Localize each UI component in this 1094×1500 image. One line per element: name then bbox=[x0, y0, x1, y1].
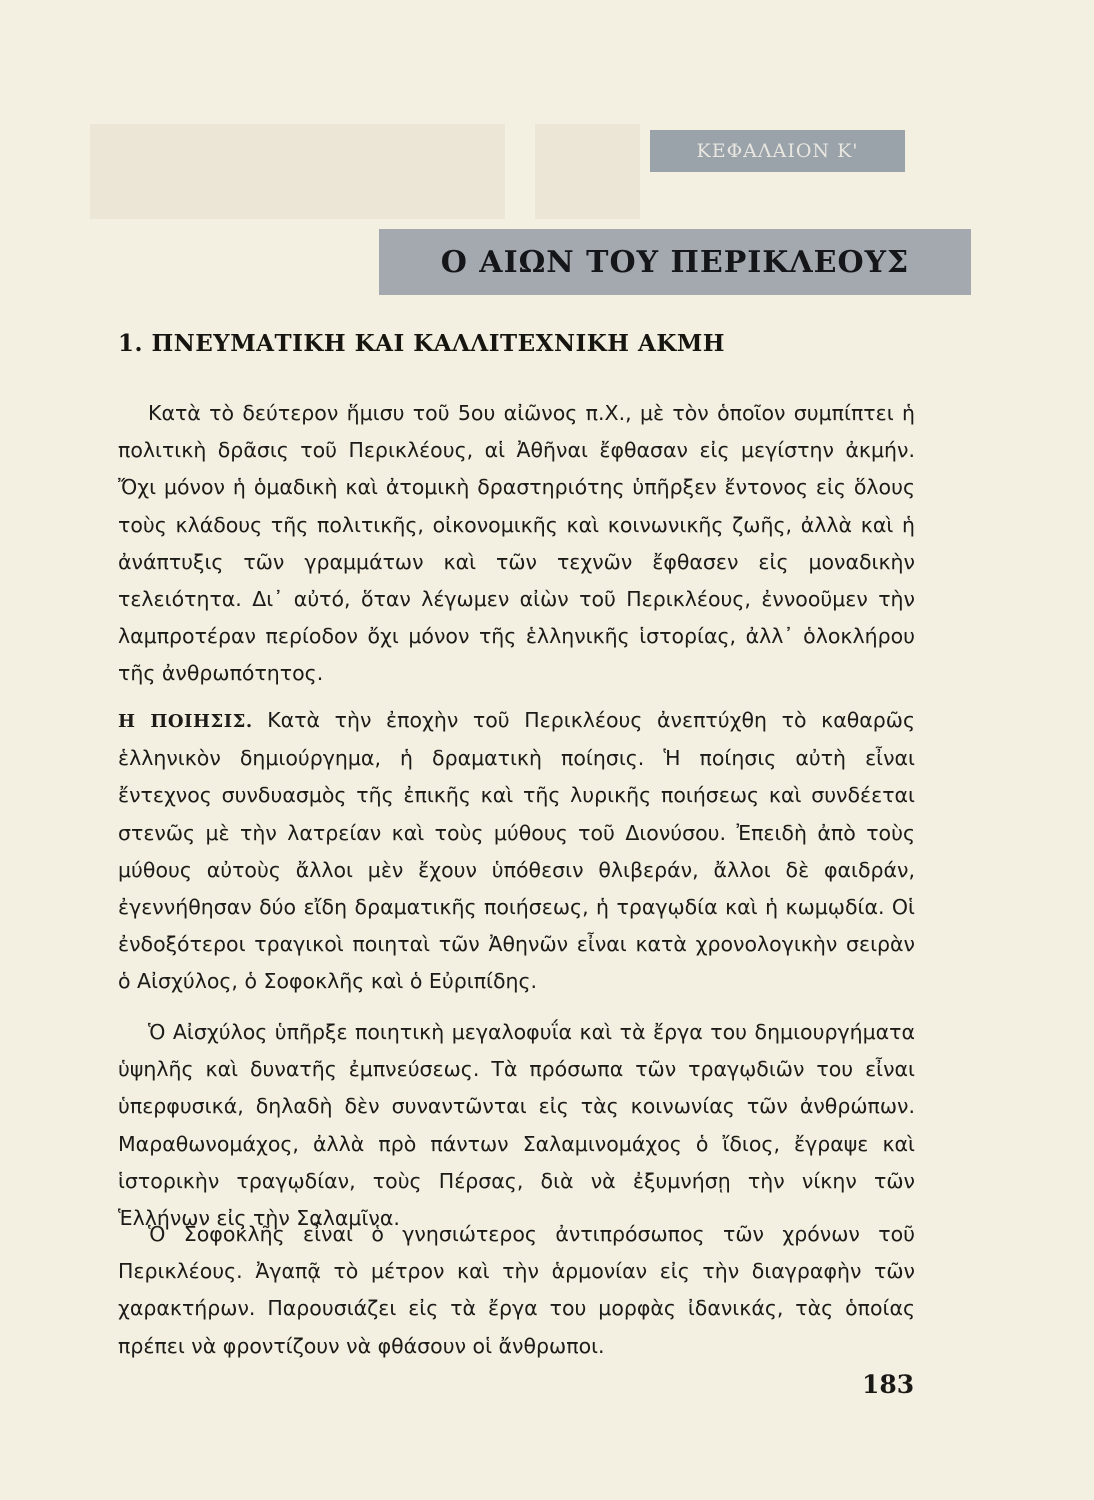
paragraph-4: Ὁ Σοφοκλῆς εἶναι ὁ γνησιώτερος ἀντιπρόσωπος τῶν χρόνων τοῦ Περικλέους. Ἀγαπᾷ τὸ μέτρον καὶ τὴν ἁρμονίαν εἰς τὴν διαγραφὴν τῶν χαρακτήρων. Παρουσιάζει εἰς τὰ ἔργα του μορφὰς ἰδανικάς, τὰς ὁποίας πρέπει νὰ φροντίζουν νὰ φθάσουν οἱ ἄνθρωποι. bbox=[118, 1222, 915, 1358]
paragraph-3: Ὁ Αἰσχύλος ὑπῆρξε ποιητικὴ μεγαλοφυΐα καὶ τὰ ἔργα του δημιουργήματα ὑψηλῆς καὶ δυνατῆς ἐμπνεύσεως. Τὰ πρόσωπα τῶν τραγῳδιῶν του εἶναι ὑπερφυσικά, δηλαδὴ δὲν συναντῶνται εἰς τὰς κοινωνίας τῶν ἀνθρώπων. Μαραθωνομάχος, ἀλλὰ πρὸ πάντων Σαλαμινομάχος ὁ ἴδιος, ἔγραψε καὶ ἱστορικὴν τραγῳδίαν, τοὺς Πέρσας, διὰ νὰ ἐξυμνήσῃ τὴν νίκην τῶν Ἑλλήνων εἰς τὴν Σαλαμῖνα. bbox=[118, 1020, 915, 1231]
chapter-label bbox=[650, 130, 905, 172]
paragraph-1: Κατὰ τὸ δεύτερον ἥμισυ τοῦ 5ου αἰῶνος π.Χ., μὲ τὸν ὁποῖον συμπίπτει ἡ πολιτικὴ δρᾶσις τοῦ Περικλέους, αἱ Ἀθῆναι ἔφθασαν εἰς μεγίστην ἀκμήν. Ὄχι μόνον ἡ ὁμαδικὴ καὶ ἀτομικὴ δραστηριότης ὑπῆρξεν ἔντονος εἰς ὅλους τοὺς κλάδους τῆς πολιτικῆς, οἰκονομικῆς καὶ κοινωνικῆς ζωῆς, ἀλλὰ καὶ ἡ ἀνάπτυξις τῶν γραμμάτων καὶ τῶν τεχνῶν ἔφθασεν εἰς μοναδικὴν τελειότητα. Δι᾽ αὐτό, ὅταν λέγωμεν αἰὼν τοῦ Περικλέους, ἐννοοῦμεν τὴν λαμπροτέραν περίοδον ὄχι μόνον τῆς ἑλληνικῆς ἱστορίας, ἀλλ᾽ ὁλοκλήρου τῆς ἀνθρωπότητος. bbox=[118, 401, 915, 686]
section-heading: 1. ΠΝΕΥΜΑΤΙΚΗ ΚΑΙ ΚΑΛΛΙΤΕΧΝΙΚΗ ΑΚΜΗ bbox=[118, 330, 726, 357]
page-bleed-left bbox=[90, 124, 505, 219]
page-bleed-right bbox=[535, 124, 640, 219]
runin-heading: Η ΠΟΙΗΣΙΣ. bbox=[118, 711, 253, 732]
paragraph-2 bbox=[118, 702, 915, 1001]
chapter-title: Ο ΑΙΩΝ ΤΟΥ ΠΕΡΙΚΛΕΟΥΣ bbox=[440, 244, 910, 280]
chapter-label-text: ΚΕΦΑΛΑΙΟΝ Κ' bbox=[696, 140, 859, 162]
chapter-title-banner bbox=[379, 229, 971, 295]
paragraph-2-body: Κατὰ τὴν ἐποχὴν τοῦ Περικλέους ἀνεπτύχθη τὸ καθαρῶς ἑλληνικὸν δημιούργημα, ἡ δραματικὴ ποίησις. Ἡ ποίησις αὐτὴ εἶναι ἔντεχνος συνδυασμὸς τῆς ἐπικῆς καὶ τῆς λυρικῆς ποιήσεως καὶ συνδέεται στενῶς μὲ τὴν λατρείαν καὶ τοὺς μύθους τοῦ Διονύσου. Ἐπειδὴ ἀπὸ τοὺς μύθους αὐτοὺς ἄλλοι μὲν ἔχουν ὑπόθεσιν θλιβεράν, ἄλλοι δὲ φαιδράν, ἐγεννήθησαν δύο εἴδη δραματικῆς ποιήσεως, ἡ τραγῳδία καὶ ἡ κωμῳδία. Οἱ ἐνδοξότεροι τραγικοὶ ποιηταὶ τῶν Ἀθηνῶν εἶναι κατὰ χρονολογικὴν σειρὰν ὁ Αἰσχύλος, ὁ Σοφοκλῆς καὶ ὁ Εὐριπίδης. bbox=[118, 708, 915, 994]
page-number: 183 bbox=[862, 1370, 915, 1399]
